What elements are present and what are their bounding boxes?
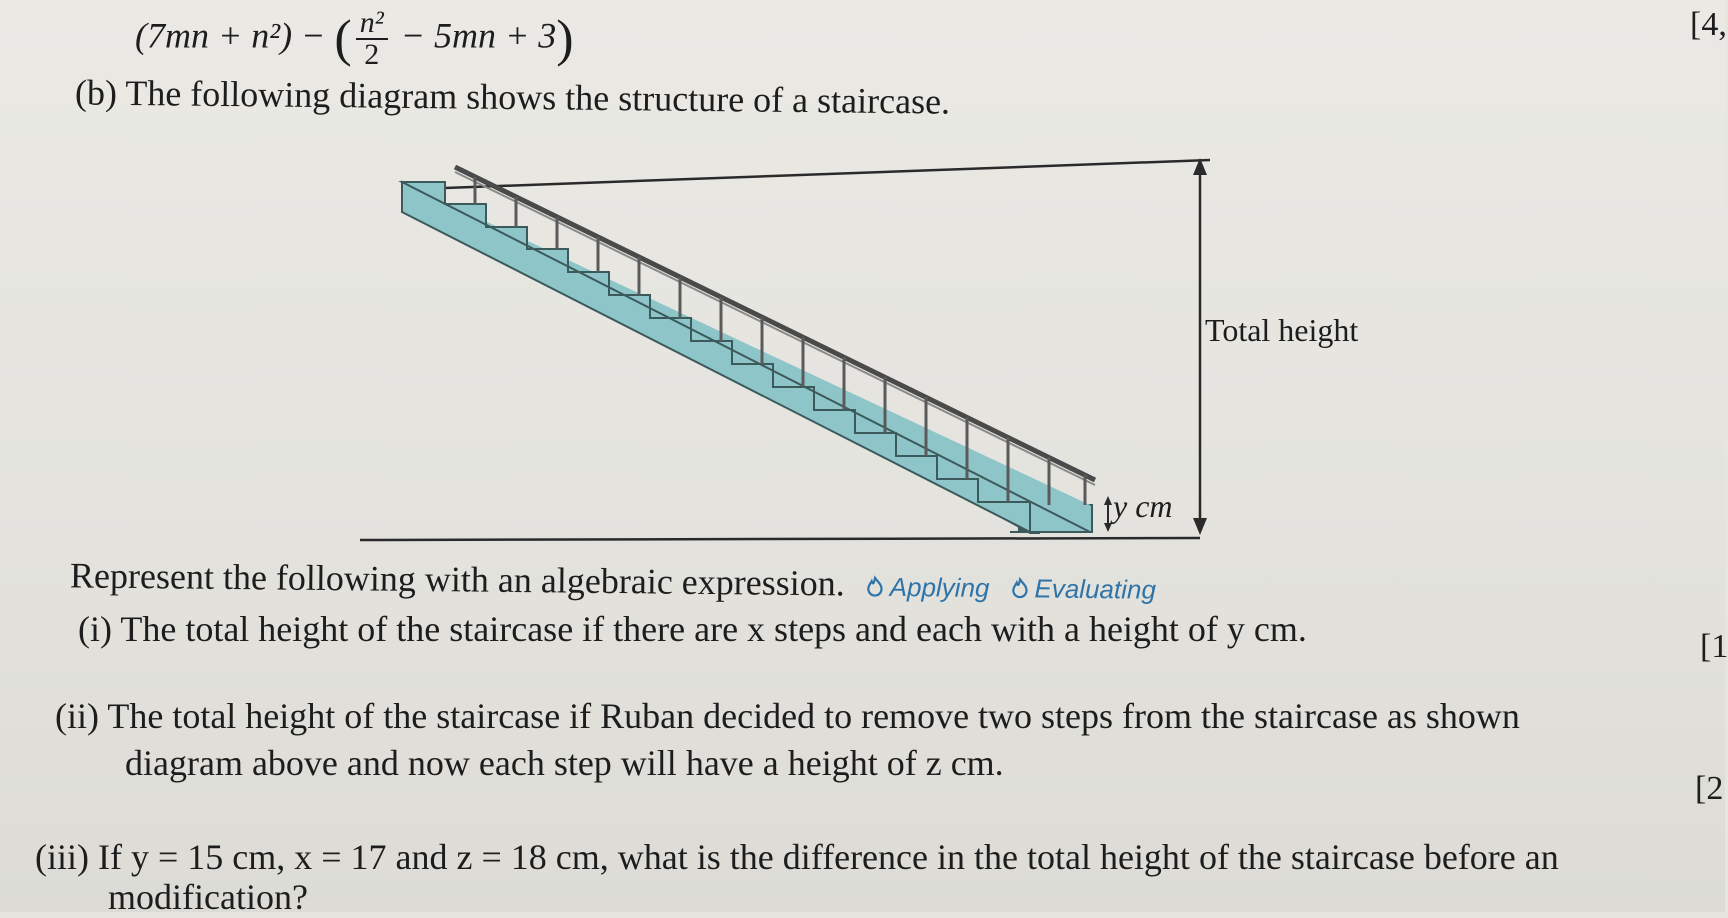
question-number: (iii) (35, 837, 89, 877)
flame-icon (864, 576, 886, 598)
question-iii (35, 836, 1559, 878)
fraction-denominator: 2 (364, 38, 380, 71)
question-iii-line2: modification? (108, 877, 308, 917)
close-paren: ) (556, 10, 574, 68)
question-text-line1: The total height of the staircase if Ruban decided to remove two steps from the staircase as shown (107, 696, 1520, 736)
top-reference-line (445, 160, 1210, 188)
question-number: (ii) (55, 696, 99, 736)
marks-top: [4, (1690, 6, 1727, 43)
open-paren: ( (334, 10, 352, 68)
expression-right: − 5mn + 3 (400, 15, 557, 56)
total-height-label: Total height (1205, 312, 1359, 348)
tag-applying: Applying (889, 571, 990, 603)
question-text: The total height of the staircase if there are x steps and each with a height of y cm. (120, 609, 1307, 649)
question-ii-line2: diagram above and now each step will have a height of z cm. (125, 743, 1004, 783)
instruction-text: Represent the following with an algebraic expression. (69, 555, 845, 604)
ground-line (360, 538, 1200, 540)
flame-icon (1008, 577, 1030, 599)
marks-i: [1 (1700, 628, 1728, 665)
handrail (455, 167, 1095, 480)
question-number: (i) (78, 609, 112, 649)
marks-ii: [2 (1695, 770, 1724, 807)
question-ii (55, 695, 1520, 737)
step-height-label: y cm (1113, 488, 1173, 524)
fraction-numerator: n² (356, 8, 388, 40)
question-text-line1: If y = 15 cm, x = 17 and z = 18 cm, what is the difference in the total height of the staircase before an (97, 837, 1559, 877)
part-b-heading: (b) The following diagram shows the structure of a staircase. (74, 72, 951, 122)
question-i (78, 608, 1307, 650)
expression-left: (7mn + n²) − (135, 15, 326, 56)
tag-evaluating: Evaluating (1034, 573, 1157, 605)
